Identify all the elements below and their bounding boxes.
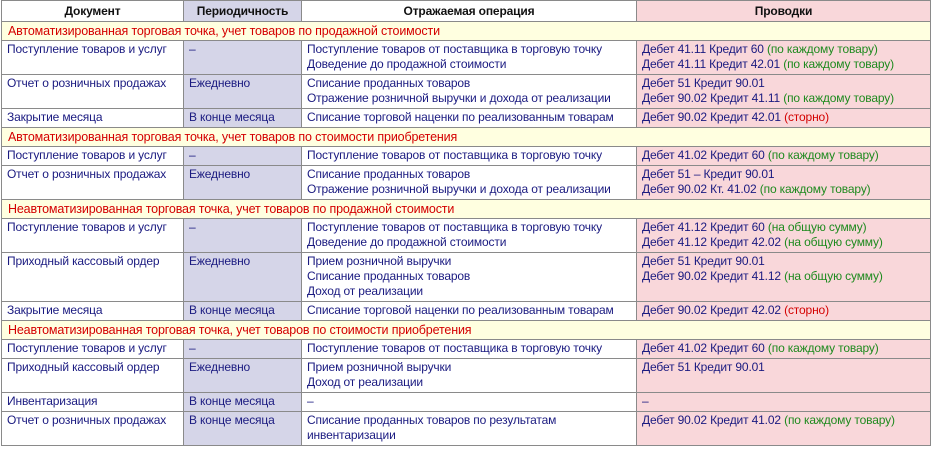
document-cell: Отчет о розничных продажах [2, 75, 184, 109]
operation-cell [302, 393, 637, 412]
section-title: Автоматизированная торговая точка, учет товаров по продажной стоимости [2, 22, 931, 41]
period-cell: В конце месяца [184, 393, 302, 412]
operation-cell [302, 302, 637, 321]
section-row [2, 200, 931, 219]
posting-line [642, 394, 925, 409]
posting-entry: Дебет 51 Кредит 90.01 [642, 254, 765, 268]
postings-cell [637, 41, 931, 75]
postings-cell [637, 147, 931, 166]
posting-note: (по каждому товару) [767, 341, 879, 355]
posting-line [642, 235, 925, 250]
header-operation: Отражаемая операция [302, 1, 637, 22]
section-title: Неавтоматизированная торговая точка, учет товаров по стоимости приобретения [2, 321, 931, 340]
period-cell: – [184, 147, 302, 166]
postings-cell [637, 109, 931, 128]
table-row [2, 393, 931, 412]
posting-line [642, 182, 925, 197]
operation-cell [302, 253, 637, 302]
operation-cell [302, 219, 637, 253]
operation-line: Прием розничной выручки [307, 360, 452, 374]
table-row [2, 147, 931, 166]
posting-note: (на общую сумму) [784, 269, 883, 283]
posting-entry: Дебет 90.02 Кредит 41.02 [642, 413, 781, 427]
postings-cell [637, 412, 931, 446]
posting-line [642, 91, 925, 106]
storno-note: (сторно) [784, 110, 829, 124]
document-cell: Поступление товаров и услуг [2, 340, 184, 359]
posting-note: (по каждому товару) [767, 148, 879, 162]
posting-entry: Дебет 41.12 Кредит 60 [642, 220, 765, 234]
posting-entry: – [642, 394, 649, 408]
table-row [2, 412, 931, 446]
postings-cell [637, 302, 931, 321]
postings-cell [637, 166, 931, 200]
posting-line [642, 254, 925, 269]
postings-table [1, 0, 931, 446]
document-cell: Инвентаризация [2, 393, 184, 412]
table-row [2, 41, 931, 75]
posting-entry: Дебет 51 Кредит 90.01 [642, 360, 765, 374]
posting-line [642, 76, 925, 91]
operation-line: Доход от реализации [307, 375, 423, 389]
operation-line: Списание проданных товаров по результатам [307, 413, 557, 427]
table-row [2, 166, 931, 200]
document-cell: Поступление товаров и услуг [2, 219, 184, 253]
section-title: Неавтоматизированная торговая точка, учет товаров по продажной стоимости [2, 200, 931, 219]
operation-line: Доведение до продажной стоимости [307, 57, 507, 71]
operation-line: Списание проданных товаров [307, 167, 471, 181]
posting-line [642, 360, 925, 375]
period-cell: Ежедневно [184, 359, 302, 393]
section-row [2, 128, 931, 147]
posting-entry: Дебет 90.02 Кредит 41.11 [642, 91, 781, 105]
operation-cell [302, 147, 637, 166]
section-title: Автоматизированная торговая точка, учет товаров по стоимости приобретения [2, 128, 931, 147]
posting-note: (по каждому товару) [784, 413, 895, 427]
posting-entry: Дебет 51 – Кредит 90.01 [642, 167, 775, 181]
posting-entry: Дебет 41.02 Кредит 60 [642, 341, 765, 355]
operation-cell [302, 75, 637, 109]
operation-line: Доход от реализации [307, 284, 423, 298]
operation-cell [302, 412, 637, 446]
posting-line [642, 57, 925, 72]
operation-cell [302, 340, 637, 359]
period-cell: В конце месяца [184, 412, 302, 446]
table-row [2, 340, 931, 359]
operation-line: Списание торговой наценки по реализованным товарам [307, 110, 614, 124]
posting-entry: Дебет 51 Кредит 90.01 [642, 76, 765, 90]
period-cell: Ежедневно [184, 166, 302, 200]
posting-line [642, 269, 925, 284]
operation-cell [302, 359, 637, 393]
posting-note: (по каждому товару) [783, 91, 894, 105]
posting-note: (на общую сумму) [767, 220, 867, 234]
operation-cell [302, 166, 637, 200]
postings-cell [637, 393, 931, 412]
period-cell: В конце месяца [184, 302, 302, 321]
period-cell: Ежедневно [184, 75, 302, 109]
posting-entry: Дебет 41.12 Кредит 42.02 [642, 235, 781, 249]
posting-entry: Дебет 90.02 Кт. 41.02 [642, 182, 757, 196]
period-cell: – [184, 340, 302, 359]
operation-line: Списание проданных товаров [307, 269, 471, 283]
posting-entry: Дебет 90.02 Кредит 41.12 [642, 269, 781, 283]
posting-line [642, 341, 925, 356]
operation-line: Поступление товаров от поставщика в торговую точку [307, 341, 602, 355]
postings-cell [637, 253, 931, 302]
table-row [2, 359, 931, 393]
posting-line [642, 413, 925, 428]
postings-cell [637, 75, 931, 109]
posting-line [642, 303, 925, 318]
operation-line: – [307, 394, 314, 408]
posting-note: (по каждому товару) [759, 182, 871, 196]
operation-line: Списание проданных товаров [307, 76, 471, 90]
operation-line: Списание торговой наценки по реализованным товарам [307, 303, 614, 317]
document-cell: Приходный кассовый ордер [2, 253, 184, 302]
table-body [2, 22, 931, 446]
posting-entry: Дебет 41.11 Кредит 60 [642, 42, 764, 56]
storno-note: (сторно) [784, 303, 829, 317]
posting-entry: Дебет 41.11 Кредит 42.01 [642, 57, 781, 71]
posting-entry: Дебет 90.02 Кредит 42.01 [642, 110, 781, 124]
posting-entry: Дебет 90.02 Кредит 42.02 [642, 303, 781, 317]
posting-line [642, 42, 925, 57]
header-document: Документ [2, 1, 184, 22]
document-cell: Поступление товаров и услуг [2, 147, 184, 166]
period-cell: В конце месяца [184, 109, 302, 128]
table-row [2, 302, 931, 321]
section-row [2, 321, 931, 340]
operation-line: инвентаризации [307, 428, 396, 442]
document-cell: Закрытие месяца [2, 109, 184, 128]
document-cell: Отчет о розничных продажах [2, 166, 184, 200]
period-cell: – [184, 219, 302, 253]
document-cell: Закрытие месяца [2, 302, 184, 321]
postings-cell [637, 219, 931, 253]
posting-line [642, 167, 925, 182]
operation-cell [302, 41, 637, 75]
posting-line [642, 220, 925, 235]
posting-note: (по каждому товару) [783, 57, 894, 71]
posting-note: (по каждому товару) [766, 42, 878, 56]
operation-line: Поступление товаров от поставщика в торговую точку [307, 220, 602, 234]
section-row [2, 22, 931, 41]
table-row [2, 109, 931, 128]
posting-note: (на общую сумму) [784, 235, 883, 249]
document-cell: Отчет о розничных продажах [2, 412, 184, 446]
operation-line: Поступление товаров от поставщика в торговую точку [307, 148, 602, 162]
period-cell: – [184, 41, 302, 75]
operation-line: Поступление товаров от поставщика в торговую точку [307, 42, 602, 56]
header-row [2, 1, 931, 22]
posting-line [642, 110, 925, 125]
posting-entry: Дебет 41.02 Кредит 60 [642, 148, 765, 162]
table-row [2, 219, 931, 253]
header-postings: Проводки [637, 1, 931, 22]
postings-cell [637, 340, 931, 359]
operation-line: Отражение розничной выручки и дохода от реализации [307, 182, 611, 196]
operation-line: Доведение до продажной стоимости [307, 235, 507, 249]
table-row [2, 253, 931, 302]
header-period: Периодичность [184, 1, 302, 22]
document-cell: Приходный кассовый ордер [2, 359, 184, 393]
table-row [2, 75, 931, 109]
operation-line: Прием розничной выручки [307, 254, 452, 268]
operation-line: Отражение розничной выручки и дохода от реализации [307, 91, 611, 105]
period-cell: Ежедневно [184, 253, 302, 302]
document-cell: Поступление товаров и услуг [2, 41, 184, 75]
postings-cell [637, 359, 931, 393]
operation-cell [302, 109, 637, 128]
posting-line [642, 148, 925, 163]
